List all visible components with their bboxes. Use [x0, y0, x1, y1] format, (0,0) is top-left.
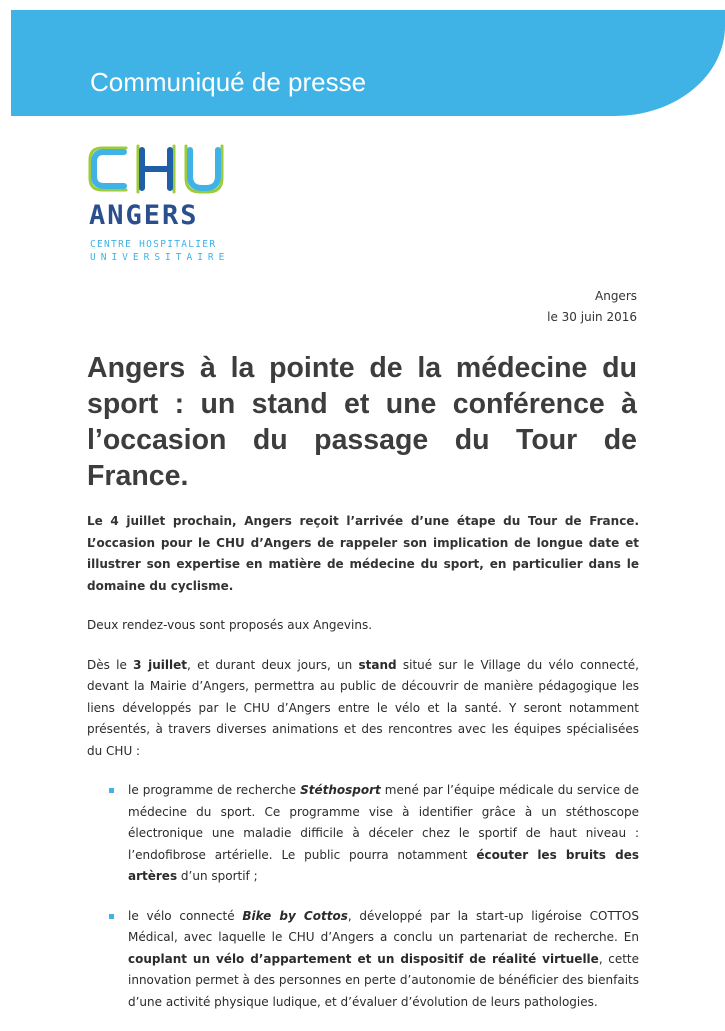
bullet-marker: [109, 788, 114, 793]
page-title: Communiqué de presse: [90, 67, 367, 97]
text-run: le programme de recherche: [128, 783, 301, 797]
dateline-date: le 30 juin 2016: [547, 310, 637, 324]
product-name: Bike by Cottos: [242, 908, 348, 923]
logo-line2: UNIVERSITAIRE: [90, 252, 230, 263]
text-run: mené par l’équipe médicale du service de médecine du sport. Ce programme vise à identifier grâce à un stéthoscope électronique une maladie difficile à déceler chez le sportif de haut niveau : l’endofibrose artérielle. Le public pourra notamment: [128, 783, 639, 862]
text-run: , cette innovation permet à des personnes en perte d’autonomie de bénéficier des bienfaits d’une activité physique ludique, et d’évaluer d’évolution de leurs pathologies.: [128, 951, 640, 1009]
program-name: Stéthosport: [300, 783, 381, 797]
article-body: [87, 511, 639, 1031]
dateline-place: Angers: [595, 289, 637, 303]
text-run: le vélo connecté: [128, 908, 243, 923]
stand-highlight: stand: [358, 657, 397, 672]
header-banner: [11, 10, 725, 116]
dateline: [547, 286, 637, 328]
date-highlight: 3 juillet: [133, 657, 187, 672]
highlight: couplant un vélo d’appartement et un dispositif de réalité virtuelle: [128, 951, 599, 966]
intro-paragraph: Deux rendez-vous sont proposés aux Angevins.: [87, 618, 373, 632]
chu-angers-logo: [86, 142, 236, 266]
stand-paragraph: [87, 655, 639, 763]
list-item: [87, 906, 639, 1014]
bullet-marker: [109, 914, 114, 919]
highlight: écouter les bruits des artères: [128, 847, 639, 883]
logo-line1: CENTRE HOSPITALIER: [90, 239, 217, 250]
bullet-list: [87, 780, 639, 1013]
lead-paragraph: Le 4 juillet prochain, Angers reçoit l’arrivée d’une étape du Tour de France. L’occasion pour le CHU d’Angers de rappeler son implication de longue date et illustrer son expertise en matière de médecine du sport, en particulier dans le domaine du cyclisme.: [87, 514, 639, 593]
headline: Angers à la pointe de la médecine du sport : un stand et une conférence à l’occasion du passage du Tour de France.: [87, 352, 637, 492]
list-item: [87, 780, 639, 888]
text-run: , et durant deux jours, un: [186, 657, 359, 672]
text-run: Dès le: [87, 657, 134, 672]
text-run: , développé par la start-up ligéroise COTTOS Médical, avec laquelle le CHU d’Angers a conclu un partenariat de recherche. En: [128, 908, 639, 944]
logo-city: ANGERS: [89, 200, 199, 231]
text-run: d’un sportif ;: [177, 869, 258, 883]
text-run: situé sur le Village du vélo connecté, devant la Mairie d’Angers, permettra au public de découvrir de manière pédagogique les liens développés par le CHU d’Angers entre le vélo et la santé. Y seront notamment présentés, à travers diverses animations et des rencontres avec les équipes spécialisées du CHU :: [87, 657, 639, 758]
